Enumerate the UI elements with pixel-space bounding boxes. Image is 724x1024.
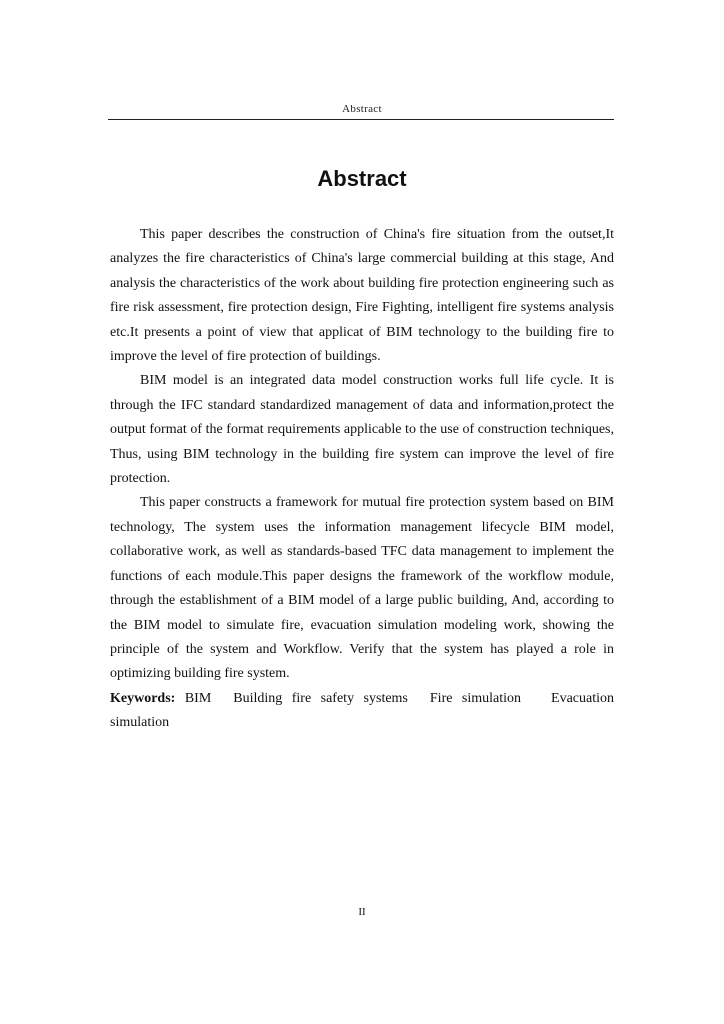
keyword-term: Evacuation simulation bbox=[110, 690, 615, 731]
keyword-term: Building fire safety systems bbox=[233, 690, 408, 706]
keywords-line bbox=[110, 687, 614, 736]
abstract-paragraph-3: This paper constructs a framework for mutual fire protection system based on BIM technology, The system uses the information management lifecycle BIM model, collaborative work, as well as standards-based TFC data management to implement the functions of each module.This paper designs the framework of the workflow module, through the establishment of a BIM model of a large public building, And, according to the BIM model to simulate fire, evacuation simulation modeling work, showing the principle of the system and Workflow. Verify that the system has played a role in optimizing building fire system. bbox=[110, 495, 614, 682]
running-header: Abstract bbox=[342, 103, 382, 115]
abstract-paragraph-2: BIM model is an integrated data model construction works full life cycle. It is through the IFC standard standardized management of data and information,protect the output format of the format requirements applicable to the use of construction techniques, Thus, using BIM technology in the building fire system can improve the level of fire protection. bbox=[110, 373, 614, 487]
keywords-label: Keywords: bbox=[110, 690, 176, 706]
page-title: Abstract bbox=[317, 166, 407, 191]
header-rule bbox=[108, 119, 614, 120]
abstract-paragraph-1: This paper describes the construction of China's fire situation from the outset,It analyzes the fire characteristics of China's large commercial building at this stage, And analysis the characteristics of the work about building fire protection engineering such as fire risk assessment, fire protection design, Fire Fighting, intelligent fire systems analysis etc.It presents a point of view that applicat of BIM technology to the building fire to improve the level of fire protection of buildings. bbox=[110, 227, 614, 365]
abstract-body bbox=[110, 223, 614, 736]
keyword-term: BIM bbox=[184, 690, 212, 706]
page-number: II bbox=[358, 906, 366, 918]
keyword-term: Fire simulation bbox=[429, 690, 522, 706]
